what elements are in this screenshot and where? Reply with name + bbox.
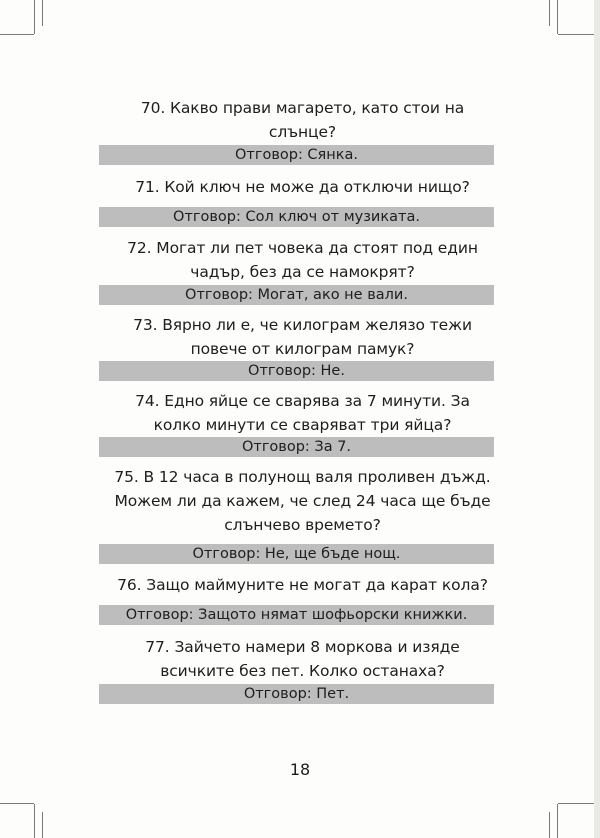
riddle-question: 77. Зайчето намери 8 моркова и изяде всичките без пет. Колко останаха? [145,638,460,680]
riddle-question: 72. Могат ли пет човека да стоят под един чадър, без да се намокрят? [127,239,478,281]
riddle-question: 75. В 12 часа в полунощ валя проливен дъжд. Можем ли да кажем, че след 24 часа ще бъде слънчево времето? [114,468,491,534]
crop-mark [34,804,35,838]
crop-mark [549,0,550,26]
riddle-answer: Отговор: Не, ще бъде нощ. [99,544,494,564]
riddle-answer: Отговор: За 7. [99,437,494,457]
crop-mark [42,812,43,838]
crop-mark [0,34,34,35]
riddle-question: 76. Защо маймуните не могат да карат кола? [117,576,488,594]
crop-mark [558,34,594,35]
riddle-answer: Отговор: Защото нямат шофьорски книжки. [99,605,494,625]
page-edge [594,0,600,838]
crop-mark [557,804,558,838]
riddle-answer: Отговор: Могат, ако не вали. [99,285,494,305]
crop-mark [558,803,594,804]
crop-mark [549,812,550,838]
riddle-answer: Отговор: Пет. [99,684,494,704]
crop-mark [42,0,43,26]
riddle-question: 70. Какво прави магарето, като стои на слънце? [140,99,465,141]
riddle-question: 73. Вярно ли е, че килограм желязо тежи повече от килограм памук? [133,316,472,358]
crop-mark [0,803,34,804]
crop-mark [557,0,558,34]
riddle-question: 74. Едно яйце се сварява за 7 минути. За колко минути се сваряват три яйца? [135,392,470,434]
page-number: 18 [289,760,311,779]
crop-mark [34,0,35,34]
riddle-answer: Отговор: Не. [99,361,494,381]
riddle-answer: Отговор: Сол ключ от музиката. [99,207,494,227]
riddle-answer: Отговор: Сянка. [99,145,494,165]
riddle-question: 71. Кой ключ не може да отключи нищо? [135,178,470,196]
